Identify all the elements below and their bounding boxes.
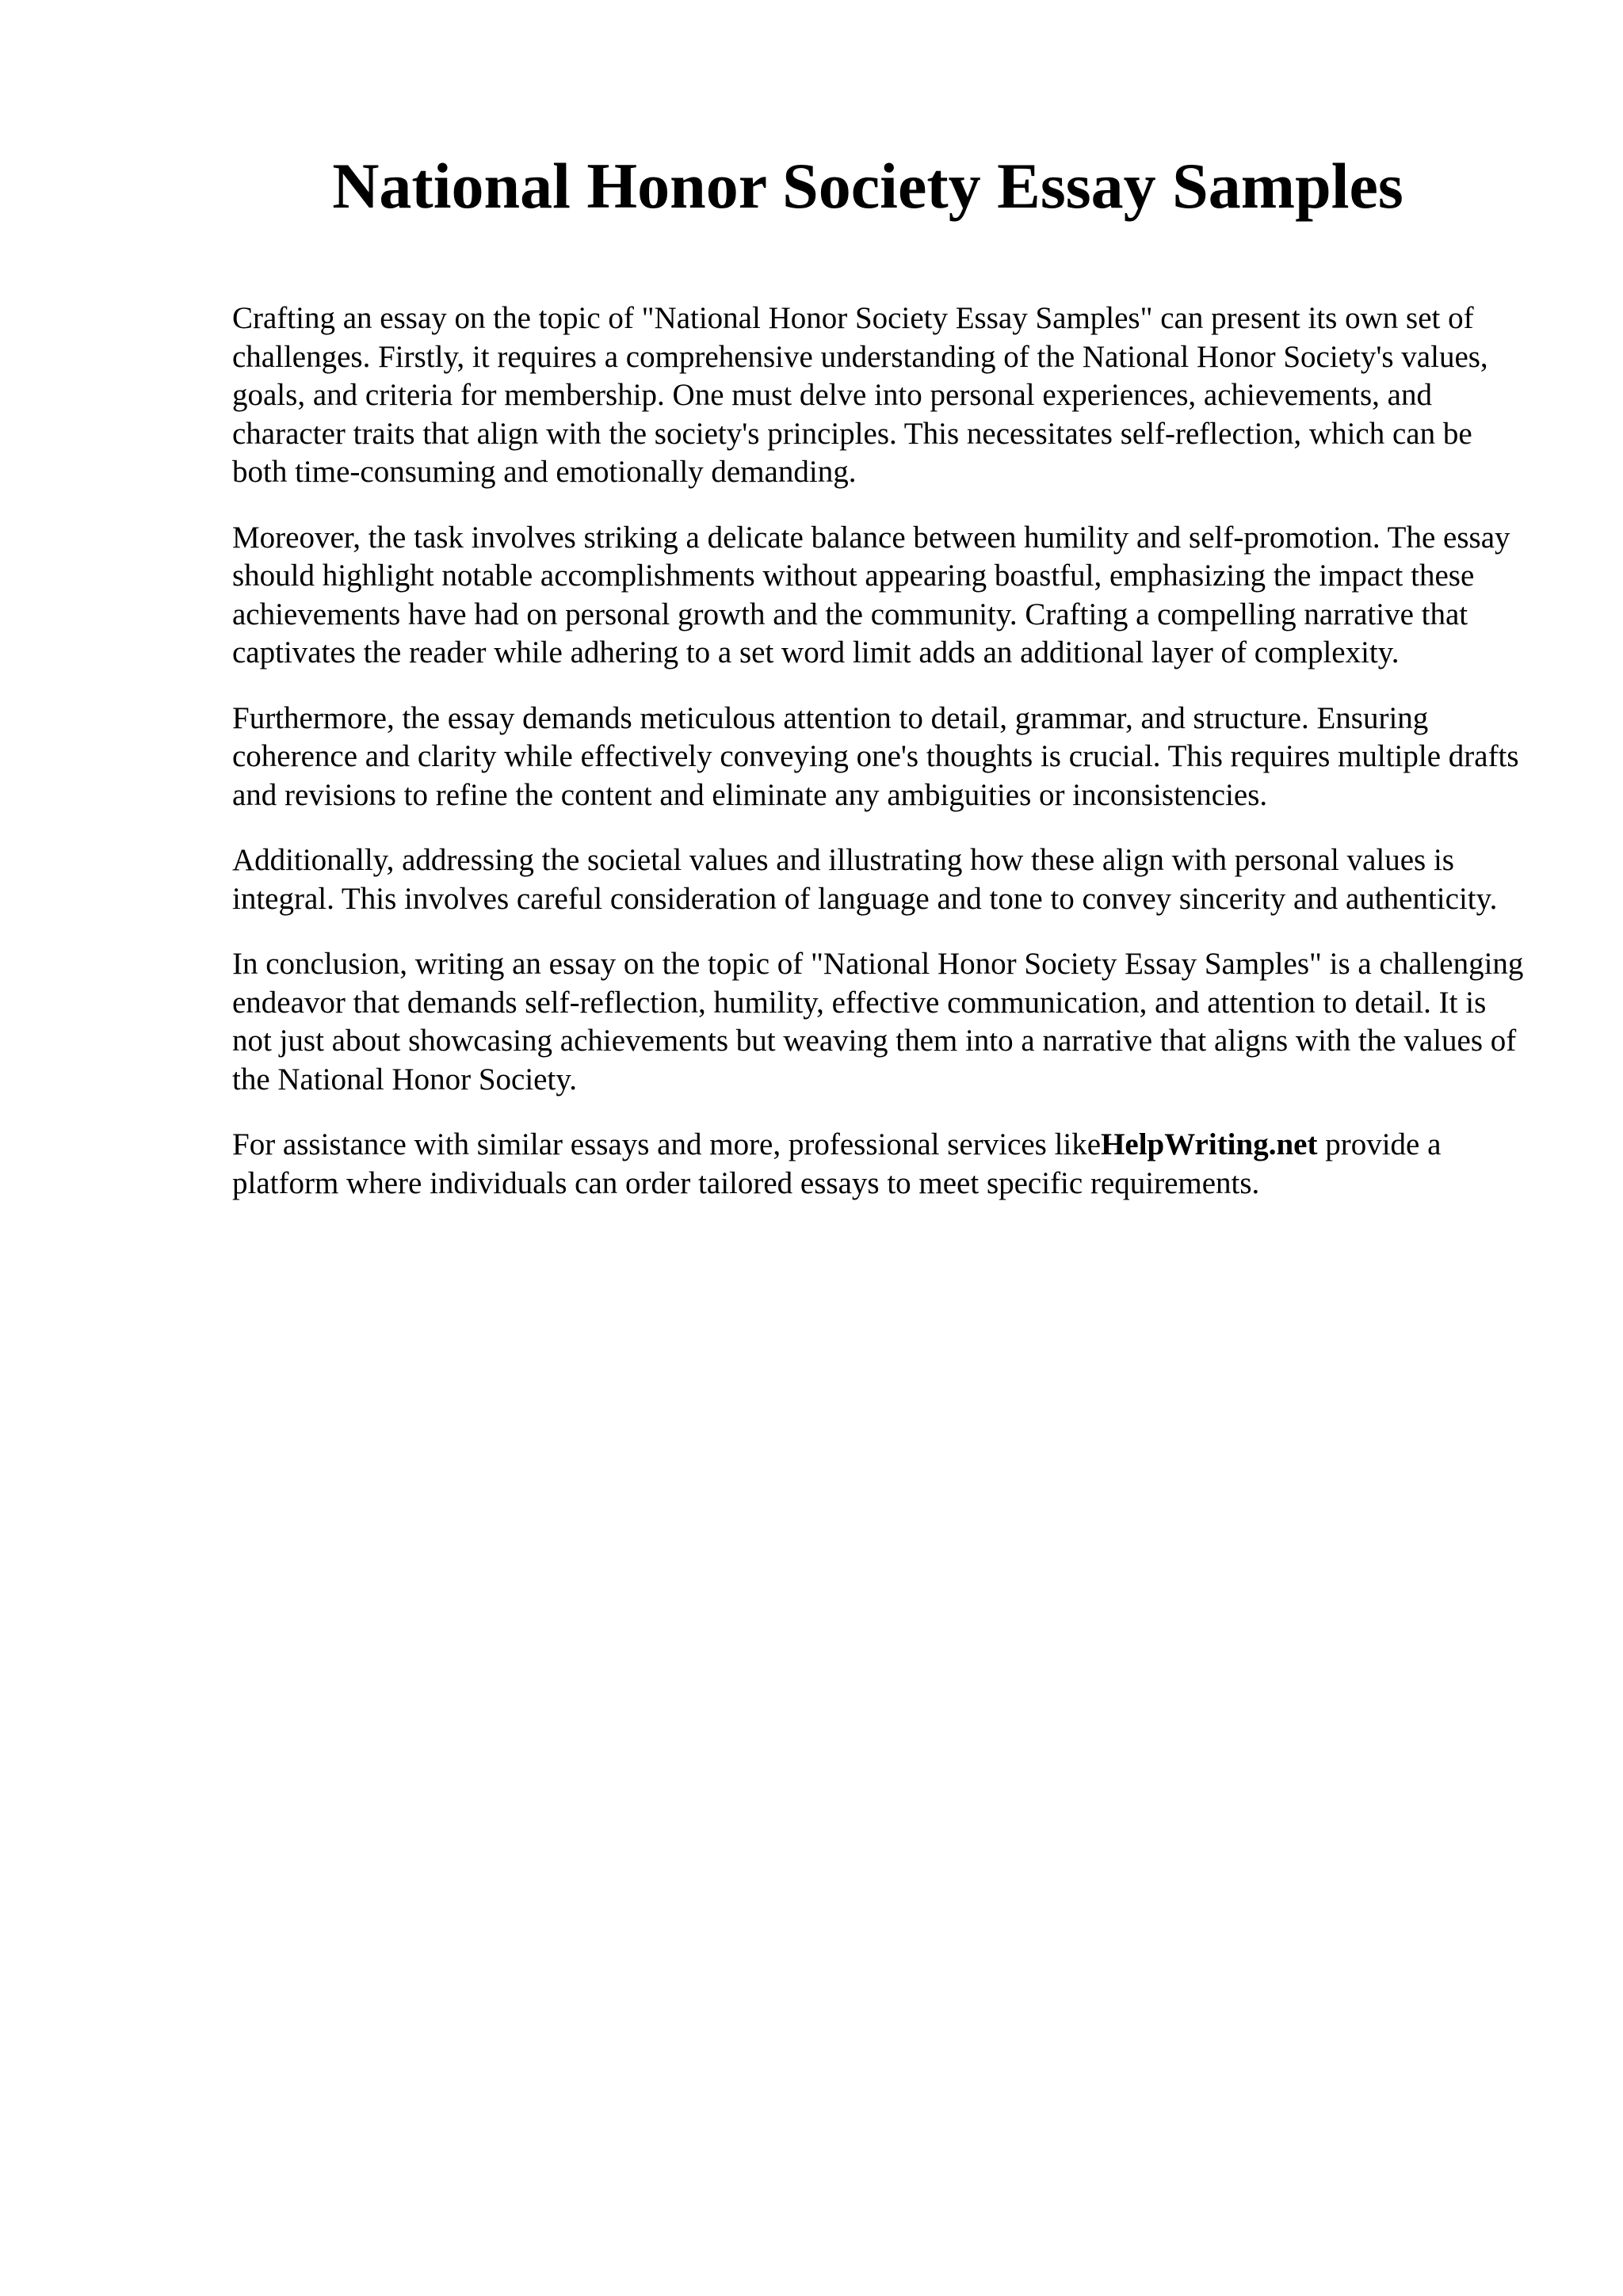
brand-name: HelpWriting.net xyxy=(1101,1127,1318,1161)
closing-text-before: For assistance with similar essays and more, professional services like xyxy=(232,1127,1102,1161)
paragraph-2: Moreover, the task involves striking a delicate balance between humility and self-promotion. The essay should highlight notable accomplishments without appearing boastful, emphasizing the impact these achievements have had on personal growth and the community. Crafting a compelling narrative that captivates the reader while adhering to a set word limit adds an additional layer of complexity. xyxy=(232,520,1510,669)
paragraph-1: Crafting an essay on the topic of "National Honor Society Essay Samples" can present its own set of challenges. Firstly, it requires a comprehensive understanding of the National Honor Society's values, goals, and criteria for membership. One must delve into personal experiences, achievements, and character traits that align with the society's principles. This necessitates self-reflection, which can be both time-consuming and emotionally demanding. xyxy=(232,301,1488,489)
closing-paragraph xyxy=(232,1126,1532,1203)
document-body xyxy=(232,299,1532,1230)
paragraph-3: Furthermore, the essay demands meticulous attention to detail, grammar, and structure. Ensuring coherence and clarity while effectively conveying one's thoughts is crucial. This requires multiple drafts and revisions to refine the content and eliminate any ambiguities or inconsistencies. xyxy=(232,700,1519,812)
paragraph-4: Additionally, addressing the societal values and illustrating how these align with personal values is integral. This involves careful consideration of language and tone to convey sincerity and authenticity. xyxy=(232,843,1498,916)
paragraph-5: In conclusion, writing an essay on the topic of "National Honor Society Essay Samples" is a challenging endeavor that demands self-reflection, humility, effective communication, and attention to detail. It is not just about showcasing achievements but weaving them into a narrative that aligns with the values of the National Honor Society. xyxy=(232,947,1524,1097)
document-title: National Honor Society Essay Samples xyxy=(332,150,1403,222)
closing-text-after: provide a platform where individuals can order tailored essays to meet specific requirements. xyxy=(232,1127,1442,1200)
